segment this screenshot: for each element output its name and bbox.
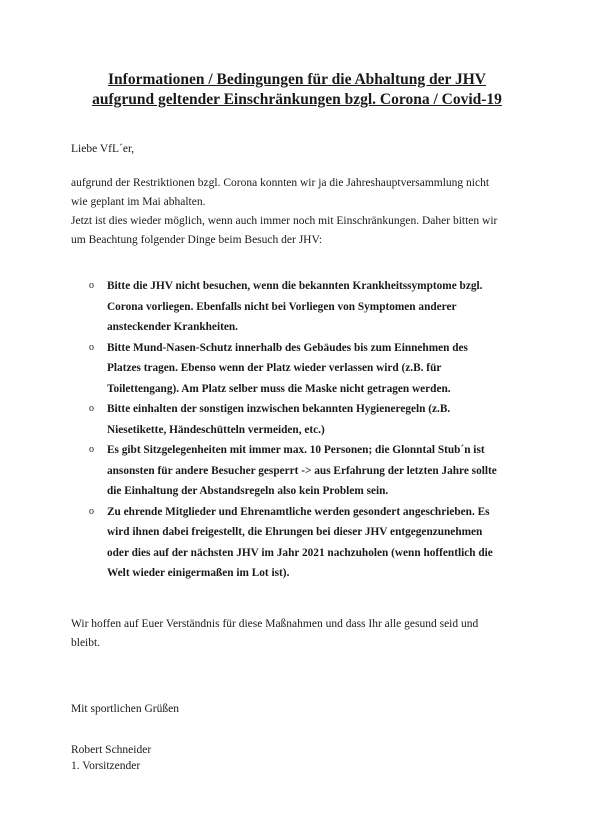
- intro-line: aufgrund der Restriktionen bzgl. Corona konnten wir ja die Jahreshauptversammlung nicht: [71, 177, 490, 189]
- bullet-line: Zu ehrende Mitglieder und Ehrenamtliche werden gesondert angeschrieben. Es: [107, 505, 490, 518]
- bullet-line: oder dies auf der nächsten JHV im Jahr 2021 nachzuholen (wenn hoffentlich die: [107, 546, 493, 559]
- rule-bullet-item: [89, 338, 497, 400]
- bullet-line: wird ihnen dabei freigestellt, die Ehrungen bei dieser JHV entgegenzunehmen: [107, 526, 483, 538]
- greeting: Liebe VfL´er,: [71, 143, 135, 155]
- signature-name: Robert Schneider: [71, 744, 152, 756]
- intro-paragraph: [71, 174, 497, 250]
- bullet-marker: o: [89, 280, 94, 291]
- rules-bullet-list: [89, 276, 497, 584]
- closing-paragraph: [71, 615, 478, 653]
- bullet-marker: o: [89, 403, 94, 414]
- intro-line: Jetzt ist dies wieder möglich, wenn auch immer noch mit Einschränkungen. Daher bitten wir: [71, 215, 498, 227]
- closing-line: bleibt.: [71, 637, 101, 649]
- rule-bullet-item: [89, 399, 497, 440]
- bullet-line: Bitte Mund-Nasen-Schutz innerhalb des Gebäudes bis zum Einnehmen des: [107, 341, 468, 354]
- bullet-marker: o: [89, 505, 94, 517]
- intro-line: um Beachtung folgender Dinge beim Besuch der JHV:: [71, 234, 323, 246]
- bullet-line: Bitte einhalten der sonstigen inzwischen bekannten Hygieneregeln (z.B.: [107, 403, 451, 415]
- bullet-line: Platzes tragen. Ebenso wenn der Platz wieder verlassen wird (z.B. für: [107, 362, 442, 374]
- rule-bullet-item: [89, 440, 497, 502]
- bullet-marker: o: [89, 444, 94, 455]
- document-title: [0, 70, 594, 110]
- bullet-line: Niesetikette, Händeschütteln vermeiden, etc.): [107, 423, 325, 436]
- bullet-marker: o: [89, 341, 94, 353]
- signature-block: [71, 742, 151, 774]
- bullet-line: Toilettengang). Am Platz selber muss die Maske nicht getragen werden.: [107, 382, 451, 395]
- closing-line: Wir hoffen auf Euer Verständnis für diese Maßnahmen und dass Ihr alle gesund seid und: [71, 618, 479, 630]
- bullet-line: ansteckender Krankheiten.: [107, 321, 238, 333]
- bullet-line: die Einhaltung der Abstandsregeln also kein Problem sein.: [107, 485, 389, 497]
- rule-bullet-item: [89, 276, 497, 338]
- title-line: aufgrund geltender Einschränkungen bzgl. Corona / Covid-19: [92, 91, 502, 108]
- bullet-line: Bitte die JHV nicht besuchen, wenn die bekannten Krankheitssymptome bzgl.: [107, 280, 483, 292]
- bullet-line: Corona vorliegen. Ebenfalls nicht bei Vorliegen von Symptomen anderer: [107, 300, 457, 313]
- bullet-line: Es gibt Sitzgelegenheiten mit immer max. 10 Personen; die Glonntal Stub´n ist: [107, 444, 485, 456]
- signature-role: 1. Vorsitzender: [71, 760, 141, 772]
- bullet-line: ansonsten für andere Besucher gesperrt -> aus Erfahrung der letzten Jahre sollte: [107, 464, 497, 477]
- salutation: Mit sportlichen Grüßen: [71, 703, 179, 715]
- title-line: Informationen / Bedingungen für die Abhaltung der JHV: [108, 71, 486, 88]
- intro-line: wie geplant im Mai abhalten.: [71, 196, 206, 208]
- bullet-line: Welt wieder einigermaßen im Lot ist).: [107, 567, 290, 579]
- rule-bullet-item: [89, 502, 497, 584]
